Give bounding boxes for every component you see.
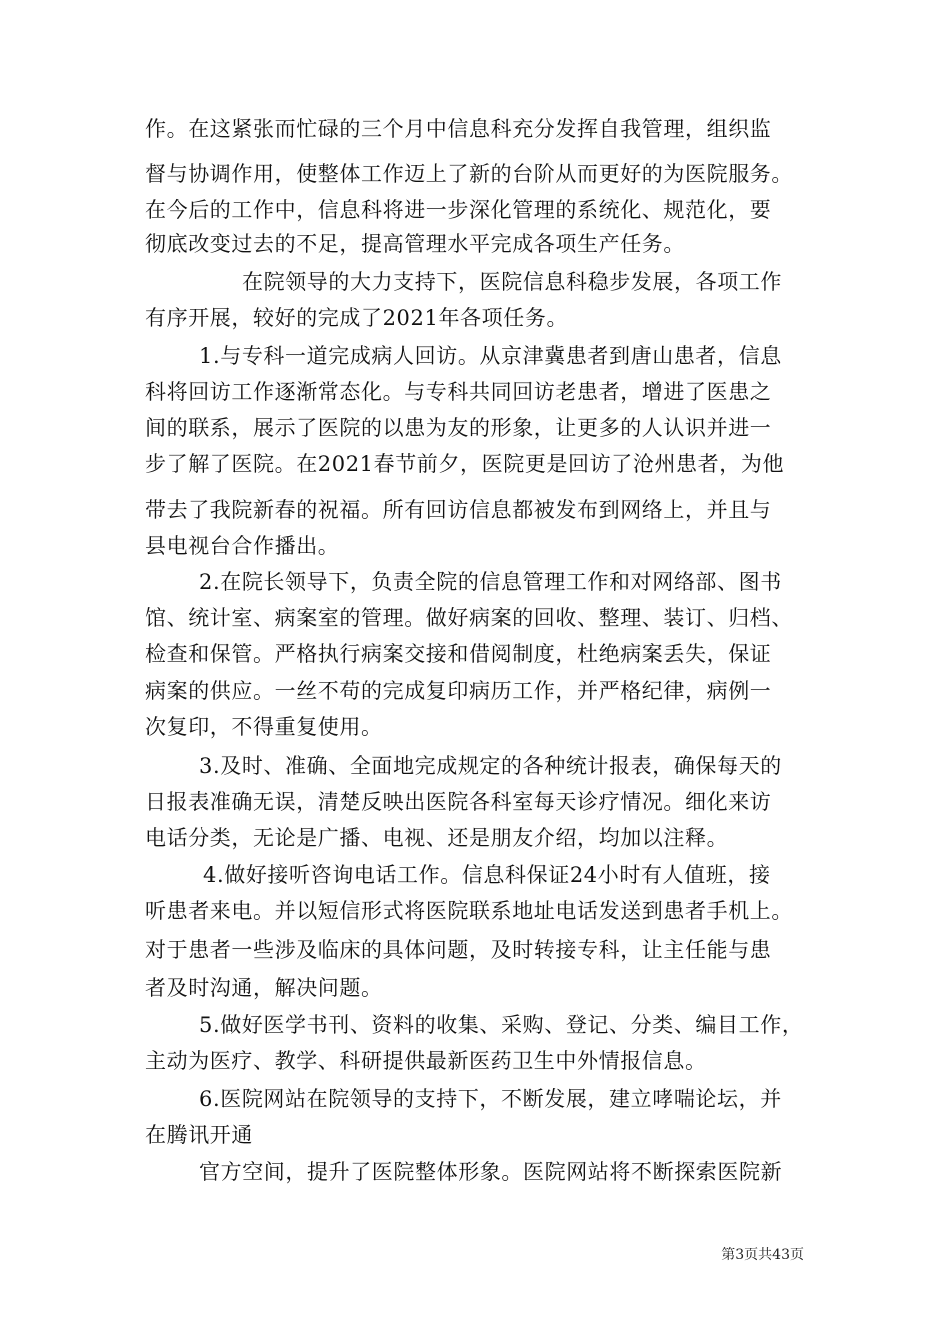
text-line: 有序开展，较好的完成了2021年各项任务。 [145, 306, 569, 330]
text-line: 作。在这紧张而忙碌的三个月中信息科充分发挥自我管理，组织监 [145, 117, 772, 141]
text-line: 县电视台合作播出。 [145, 534, 340, 558]
page-number-footer: 第3页共43页 [721, 1247, 804, 1263]
text-line: 者及时沟通，解决问题。 [145, 976, 383, 1000]
text-line: 主动为医疗、教学、科研提供最新医药卫生中外情报信息。 [145, 1049, 707, 1073]
text-line: 督与协调作用，使整体工作迈上了新的台阶从而更好的为医院服务。 [145, 162, 793, 186]
list-item-4-start: 4.做好接听咨询电话工作。信息科保证24小时有人值班，接 [203, 863, 771, 887]
text-line: 馆、统计室、病案室的管理。做好病案的回收、整理、装订、归档、 [145, 606, 793, 630]
text-line: 间的联系，展示了医院的以患为友的形象，让更多的人认识并进一 [145, 416, 772, 440]
text-line: 听患者来电。并以短信形式将医院联系地址电话发送到患者手机上。 [145, 899, 793, 923]
list-item-3-start: 3.及时、准确、全面地完成规定的各种统计报表，确保每天的 [199, 754, 782, 778]
text-line: 次复印，不得重复使用。 [145, 715, 383, 739]
list-item-1-start: 1.与专科一道完成病人回访。从京津冀患者到唐山患者，信息 [199, 344, 782, 368]
text-line: 病案的供应。一丝不苟的完成复印病历工作，并严格纪律，病例一 [145, 679, 772, 703]
list-item-2-start: 2.在院长领导下，负责全院的信息管理工作和对网络部、图书 [199, 570, 782, 594]
paragraph-start-line: 在院领导的大力支持下，医院信息科稳步发展，各项工作 [242, 270, 782, 294]
text-line: 科将回访工作逐渐常态化。与专科共同回访老患者，增进了医患之 [145, 380, 772, 404]
text-line: 电话分类，无论是广播、电视、还是朋友介绍，均加以注释。 [145, 826, 729, 850]
text-line: 检查和保管。严格执行病案交接和借阅制度，杜绝病案丢失，保证 [145, 642, 772, 666]
text-line: 对于患者一些涉及临床的具体问题，及时转接专科，让主任能与患 [145, 938, 772, 962]
text-line: 彻底改变过去的不足，提高管理水平完成各项生产任务。 [145, 232, 685, 256]
text-line: 在腾讯开通 [145, 1123, 253, 1147]
list-item-5-start: 5.做好医学书刊、资料的收集、采购、登记、分类、编目工作， [199, 1013, 804, 1037]
list-item-6-start: 6.医院网站在院领导的支持下，不断发展，建立哮喘论坛，并 [199, 1087, 782, 1111]
text-line: 日报表准确无误，清楚反映出医院各科室每天诊疗情况。细化来访 [145, 790, 772, 814]
text-line: 官方空间，提升了医院整体形象。医院网站将不断探索医院新 [199, 1160, 783, 1184]
text-line: 在今后的工作中，信息科将进一步深化管理的系统化、规范化，要 [145, 198, 772, 222]
text-line: 步了解了医院。在2021春节前夕，医院更是回访了沧州患者，为他 [145, 452, 785, 476]
text-line: 带去了我院新春的祝福。所有回访信息都被发布到网络上，并且与 [145, 498, 772, 522]
